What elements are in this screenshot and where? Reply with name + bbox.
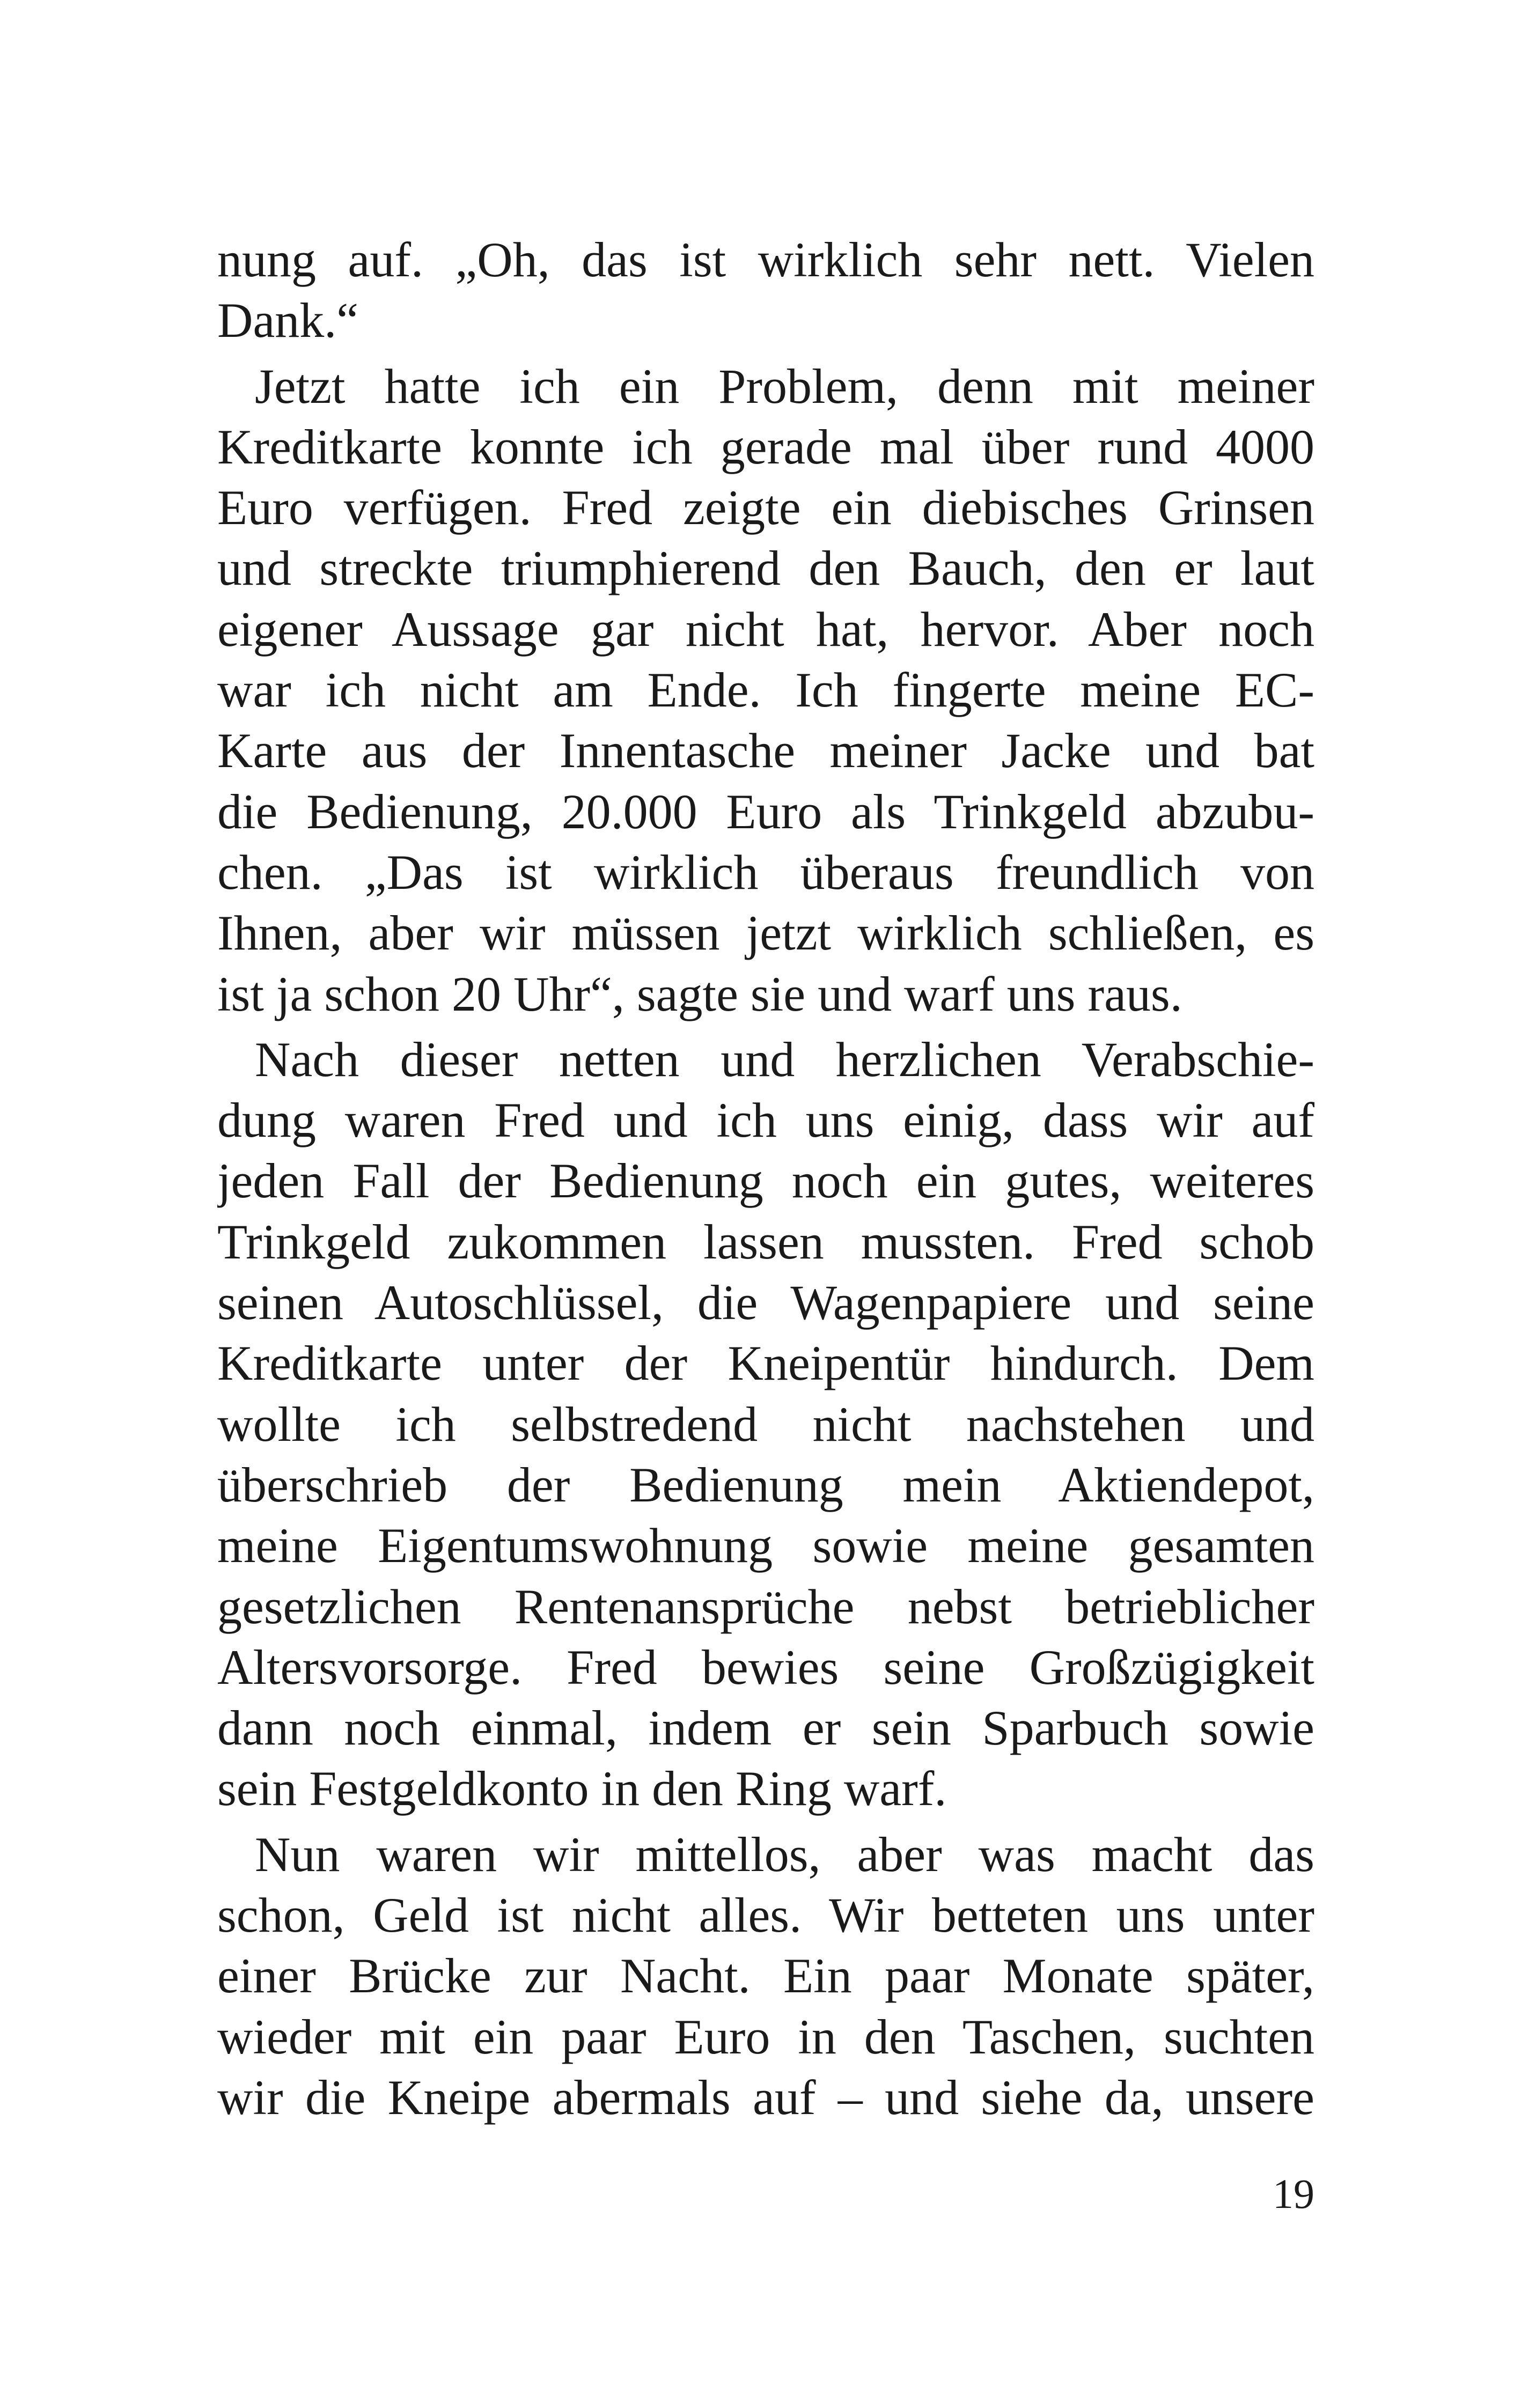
text-line: überschrieb der Bedienung mein Aktiendepot, (217, 1457, 1314, 1512)
text-line: Altersvorsorge. Fred bewies seine Großzügigkeit (217, 1639, 1314, 1695)
text-line: Euro verfügen. Fred zeigte ein diebisches Grinsen (217, 480, 1314, 535)
text-line: dung waren Fred und ich uns einig, dass wir auf (217, 1093, 1314, 1148)
body-text (217, 230, 1314, 2128)
text-line: meine Eigentumswohnung sowie meine gesamten (217, 1518, 1314, 1573)
text-line: die Bedienung, 20.000 Euro als Trinkgeld abzubu- (217, 784, 1314, 839)
text-line: chen. „Das ist wirklich überaus freundlich von (217, 844, 1314, 900)
page-number: 19 (1273, 2170, 1314, 2217)
text-line: gesetzlichen Rentenansprüche nebst betrieblicher (217, 1579, 1314, 1634)
text-line: Ihnen, aber wir müssen jetzt wirklich schließen, es (217, 905, 1314, 961)
text-line: war ich nicht am Ende. Ich fingerte meine EC- (217, 662, 1314, 718)
paragraph-gap (217, 351, 1314, 356)
text-line: Kreditkarte unter der Kneipentür hindurch. Dem (217, 1336, 1314, 1391)
text-line: eigener Aussage gar nicht hat, hervor. Aber noch (217, 601, 1314, 657)
paragraph (217, 1824, 1314, 2128)
paragraph (217, 356, 1314, 1025)
text-line: jeden Fall der Bedienung noch ein gutes, weiteres (217, 1153, 1314, 1209)
paragraph-gap (217, 1820, 1314, 1824)
text-line: einer Brücke zur Nacht. Ein paar Monate später, (217, 1948, 1314, 2004)
text-line: Nun waren wir mittellos, aber was macht das (255, 1827, 1314, 1882)
paragraph-gap (217, 1025, 1314, 1029)
text-line: Kreditkarte konnte ich gerade mal über rund 4000 (217, 419, 1314, 474)
text-line: ist ja schon 20 Uhr“, sagte sie und warf uns raus. (217, 966, 1182, 1021)
text-line: seinen Autoschlüssel, die Wagenpapiere und seine (217, 1275, 1314, 1330)
text-line: wollte ich selbstredend nicht nachstehen und (217, 1396, 1314, 1452)
text-line: wieder mit ein paar Euro in den Taschen, suchten (217, 2009, 1314, 2064)
text-line: sein Festgeldkonto in den Ring warf. (217, 1761, 947, 1816)
text-line: Jetzt hatte ich ein Problem, denn mit meiner (255, 358, 1314, 414)
paragraph (217, 1029, 1314, 1820)
paragraph (217, 230, 1314, 351)
text-line: nung auf. „Oh, das ist wirklich sehr nett. Vielen (217, 232, 1314, 287)
text-line: und streckte triumphierend den Bauch, den er laut (217, 541, 1314, 596)
text-line: dann noch einmal, indem er sein Sparbuch sowie (217, 1700, 1314, 1756)
text-line: Dank.“ (217, 293, 359, 348)
text-line: Nach dieser netten und herzlichen Verabschie- (255, 1032, 1314, 1087)
text-line: Trinkgeld zukommen lassen mussten. Fred schob (217, 1214, 1314, 1269)
text-line: Karte aus der Innentasche meiner Jacke und bat (217, 723, 1314, 778)
text-line: wir die Kneipe abermals auf – und siehe da, unsere (217, 2070, 1314, 2125)
text-line: schon, Geld ist nicht alles. Wir betteten uns unter (217, 1888, 1314, 1943)
